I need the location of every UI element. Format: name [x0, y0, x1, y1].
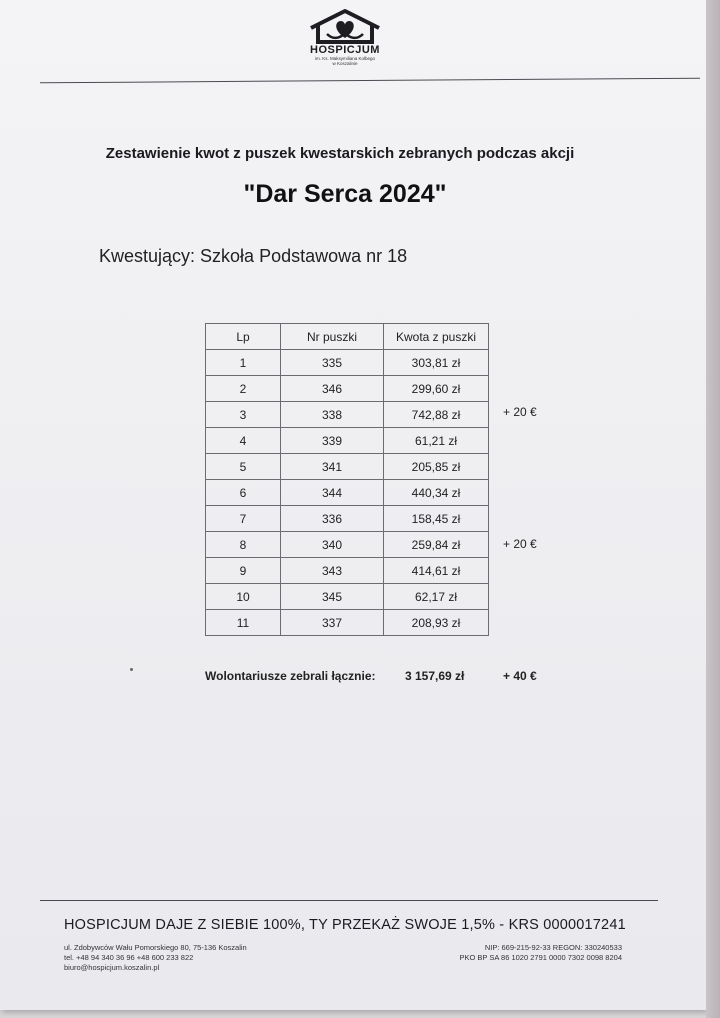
- cell-amount: 259,84 zł: [384, 532, 489, 558]
- cell-lp: 10: [206, 584, 281, 610]
- table-row: [206, 428, 489, 454]
- cell-lp: 1: [206, 350, 281, 376]
- cell-box-number: 340: [281, 532, 384, 558]
- paper-speck: [130, 668, 133, 671]
- total-label: Wolontariusze zebrali łącznie:: [205, 669, 376, 683]
- bank-account: PKO BP SA 86 1020 2791 0000 7302 0098 8204: [459, 953, 622, 962]
- cell-lp: 4: [206, 428, 281, 454]
- cell-lp: 3: [206, 402, 281, 428]
- euro-note: + 20 €: [503, 405, 537, 419]
- cell-lp: 11: [206, 610, 281, 636]
- cell-box-number: 341: [281, 454, 384, 480]
- table-row: [206, 480, 489, 506]
- cell-amount: 62,17 zł: [384, 584, 489, 610]
- logo-subline: im. Ks. Maksymiliana Kolbego: [314, 56, 376, 61]
- cell-box-number: 344: [281, 480, 384, 506]
- collector-line: Kwestujący: Szkoła Podstawowa nr 18: [99, 246, 408, 266]
- cell-amount: 303,81 zł: [384, 350, 489, 376]
- tax-ids: NIP: 669-215-92-33 REGON: 330240533: [484, 943, 622, 952]
- cell-lp: 9: [206, 558, 281, 584]
- cell-box-number: 343: [281, 558, 384, 584]
- logo-subline-city: w Koszalinie: [332, 61, 358, 66]
- cell-amount: 61,21 zł: [384, 428, 489, 454]
- cell-box-number: 336: [281, 506, 384, 532]
- cell-amount: 208,93 zł: [384, 610, 489, 636]
- background-edge: [706, 0, 720, 1018]
- table-row: [206, 402, 489, 428]
- cell-box-number: 345: [281, 584, 384, 610]
- cell-lp: 2: [206, 376, 281, 402]
- address-email: biuro@hospicjum.koszalin.pl: [64, 963, 160, 972]
- document-subtitle: Zestawienie kwot z puszek kwestarskich zebranych podczas akcji: [105, 145, 575, 162]
- document-title: "Dar Serca 2024": [243, 180, 447, 208]
- table-row: [206, 376, 489, 402]
- cell-lp: 7: [206, 506, 281, 532]
- cell-amount: 158,45 zł: [384, 506, 489, 532]
- cell-box-number: 346: [281, 376, 384, 402]
- table-row: [206, 454, 489, 480]
- euro-note: + 20 €: [503, 537, 537, 551]
- address-street: ul. Zdobywców Wału Pomorskiego 80, 75-136 Koszalin: [64, 943, 247, 952]
- cell-box-number: 337: [281, 610, 384, 636]
- table-header-row: [206, 324, 489, 350]
- total-value: 3 157,69 zł: [405, 669, 465, 683]
- footer-bank-info: [459, 943, 622, 963]
- footer-address: [64, 943, 247, 973]
- header-box-number: Nr puszki: [281, 324, 384, 350]
- cell-amount: 205,85 zł: [384, 454, 489, 480]
- cell-amount: 299,60 zł: [384, 376, 489, 402]
- table-row: [206, 532, 489, 558]
- table-row: [206, 558, 489, 584]
- table-row: [206, 350, 489, 376]
- cell-lp: 8: [206, 532, 281, 558]
- logo-name: HOSPICJUM: [310, 44, 380, 56]
- footer-divider: [40, 900, 658, 901]
- cell-lp: 5: [206, 454, 281, 480]
- table-row: [206, 506, 489, 532]
- table-row: [206, 610, 489, 636]
- address-phone: tel. +48 94 340 36 96 +48 600 233 822: [64, 953, 194, 962]
- header-amount: Kwota z puszki: [384, 324, 489, 350]
- cell-lp: 6: [206, 480, 281, 506]
- footer-slogan: HOSPICJUM DAJE Z SIEBIE 100%, TY PRZEKAŻ SWOJE 1,5% - KRS 0000017241: [64, 917, 626, 933]
- cell-amount: 742,88 zł: [384, 402, 489, 428]
- cell-box-number: 338: [281, 402, 384, 428]
- cell-box-number: 335: [281, 350, 384, 376]
- total-euro: + 40 €: [503, 669, 537, 683]
- house-heart-icon: [305, 8, 385, 44]
- collection-table: [205, 323, 489, 636]
- cell-amount: 414,61 zł: [384, 558, 489, 584]
- table-row: [206, 584, 489, 610]
- cell-box-number: 339: [281, 428, 384, 454]
- cell-amount: 440,34 zł: [384, 480, 489, 506]
- header-lp: Lp: [206, 324, 281, 350]
- hospice-logo: [290, 8, 400, 88]
